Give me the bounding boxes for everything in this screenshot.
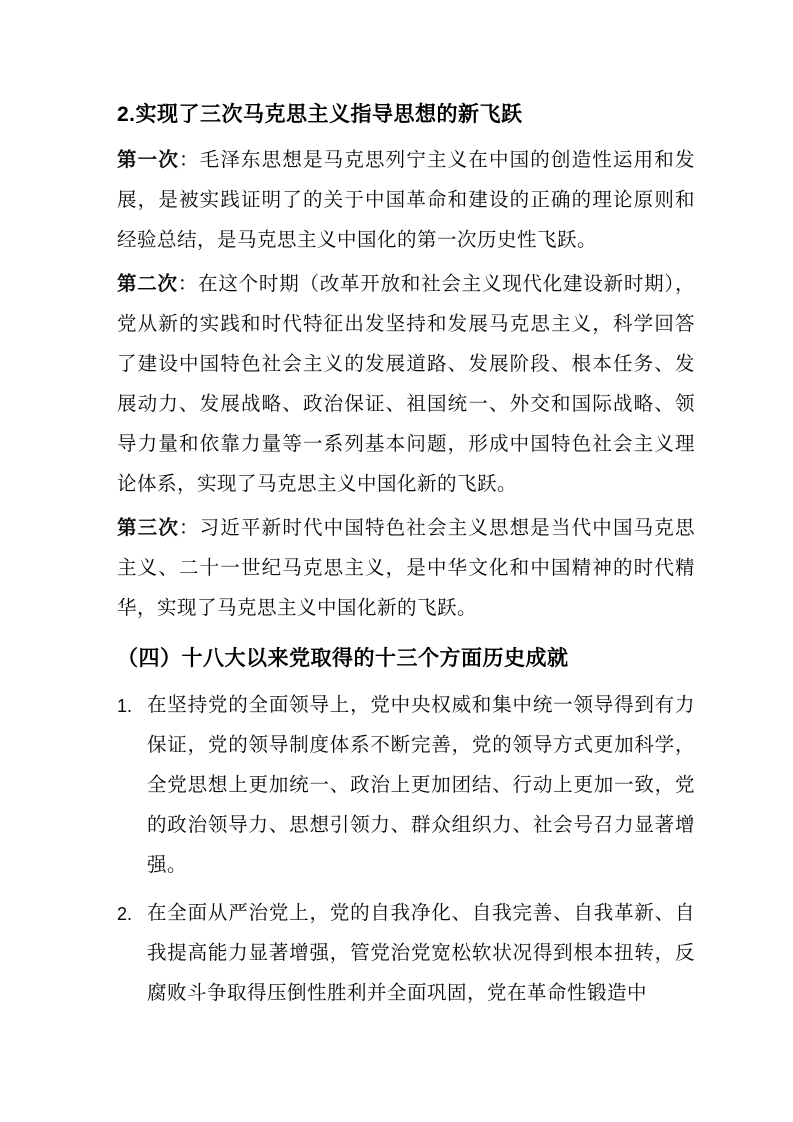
paragraph-body-first: 毛泽东思想是马克思列宁主义在中国的创造性运用和发展，是被实践证明了的关于中国革命和建设的正确的理论原则和经验总结，是马克思主义中国化的第一次历史性飞跃。 xyxy=(117,150,695,251)
paragraph-first-leap xyxy=(117,140,695,261)
paragraph-second-leap xyxy=(117,264,695,505)
paragraph-body-second: 在这个时期（改革开放和社会主义现代化建设新时期），党从新的实践和时代特征出发坚持和发展马克思主义，科学回答了建设中国特色社会主义的发展道路、发展阶段、根本任务、发展动力、发展战略、政治保证、祖国统一、外交和国际战略、领导力量和依靠力量等一系列基本问题，形成中国特色社会主义理论体系，实现了马克思主义中国化新的飞跃。 xyxy=(117,274,695,495)
paragraph-lead-first: 第一次 xyxy=(117,149,179,171)
section-heading-three-leaps: 2.实现了三次马克思主义指导思想的新飞跃 xyxy=(117,103,523,126)
list-item-1-number: 1. xyxy=(117,696,133,716)
paragraph-separator-third: ： xyxy=(179,518,200,539)
section-heading-thirteen-achievements: （四）十八大以来党取得的十三个方面历史成就 xyxy=(117,647,569,670)
list-item-1 xyxy=(117,686,695,886)
list-item-2 xyxy=(117,894,695,1014)
paragraph-lead-second: 第二次 xyxy=(117,273,178,295)
paragraph-separator-first: ： xyxy=(179,150,200,171)
list-item-1-text: 在坚持党的全面领导上，党中央权威和集中统一领导得到有力保证，党的领导制度体系不断完善，党的领导方式更加科学，全党思想上更加统一、政治上更加团结、行动上更加一致，党的政治领导力、思想引领力、群众组织力、社会号召力显著增强。 xyxy=(147,695,695,876)
paragraph-third-leap xyxy=(117,508,695,629)
document-content xyxy=(117,0,695,1022)
achievement-list xyxy=(117,686,695,1014)
list-item-2-number: 2. xyxy=(117,904,133,924)
paragraph-body-third: 习近平新时代中国特色社会主义思想是当代中国马克思主义、二十一世纪马克思主义，是中华文化和中国精神的时代精华，实现了马克思主义中国化新的飞跃。 xyxy=(117,518,695,619)
paragraph-lead-third: 第三次 xyxy=(117,517,179,539)
list-item-2-text: 在全面从严治党上，党的自我净化、自我完善、自我革新、自我提高能力显著增强，管党治党宽松软状况得到根本扭转，反腐败斗争取得压倒性胜利并全面巩固，党在革命性锻造中 xyxy=(147,903,695,1004)
paragraph-separator-second: ： xyxy=(177,274,199,295)
